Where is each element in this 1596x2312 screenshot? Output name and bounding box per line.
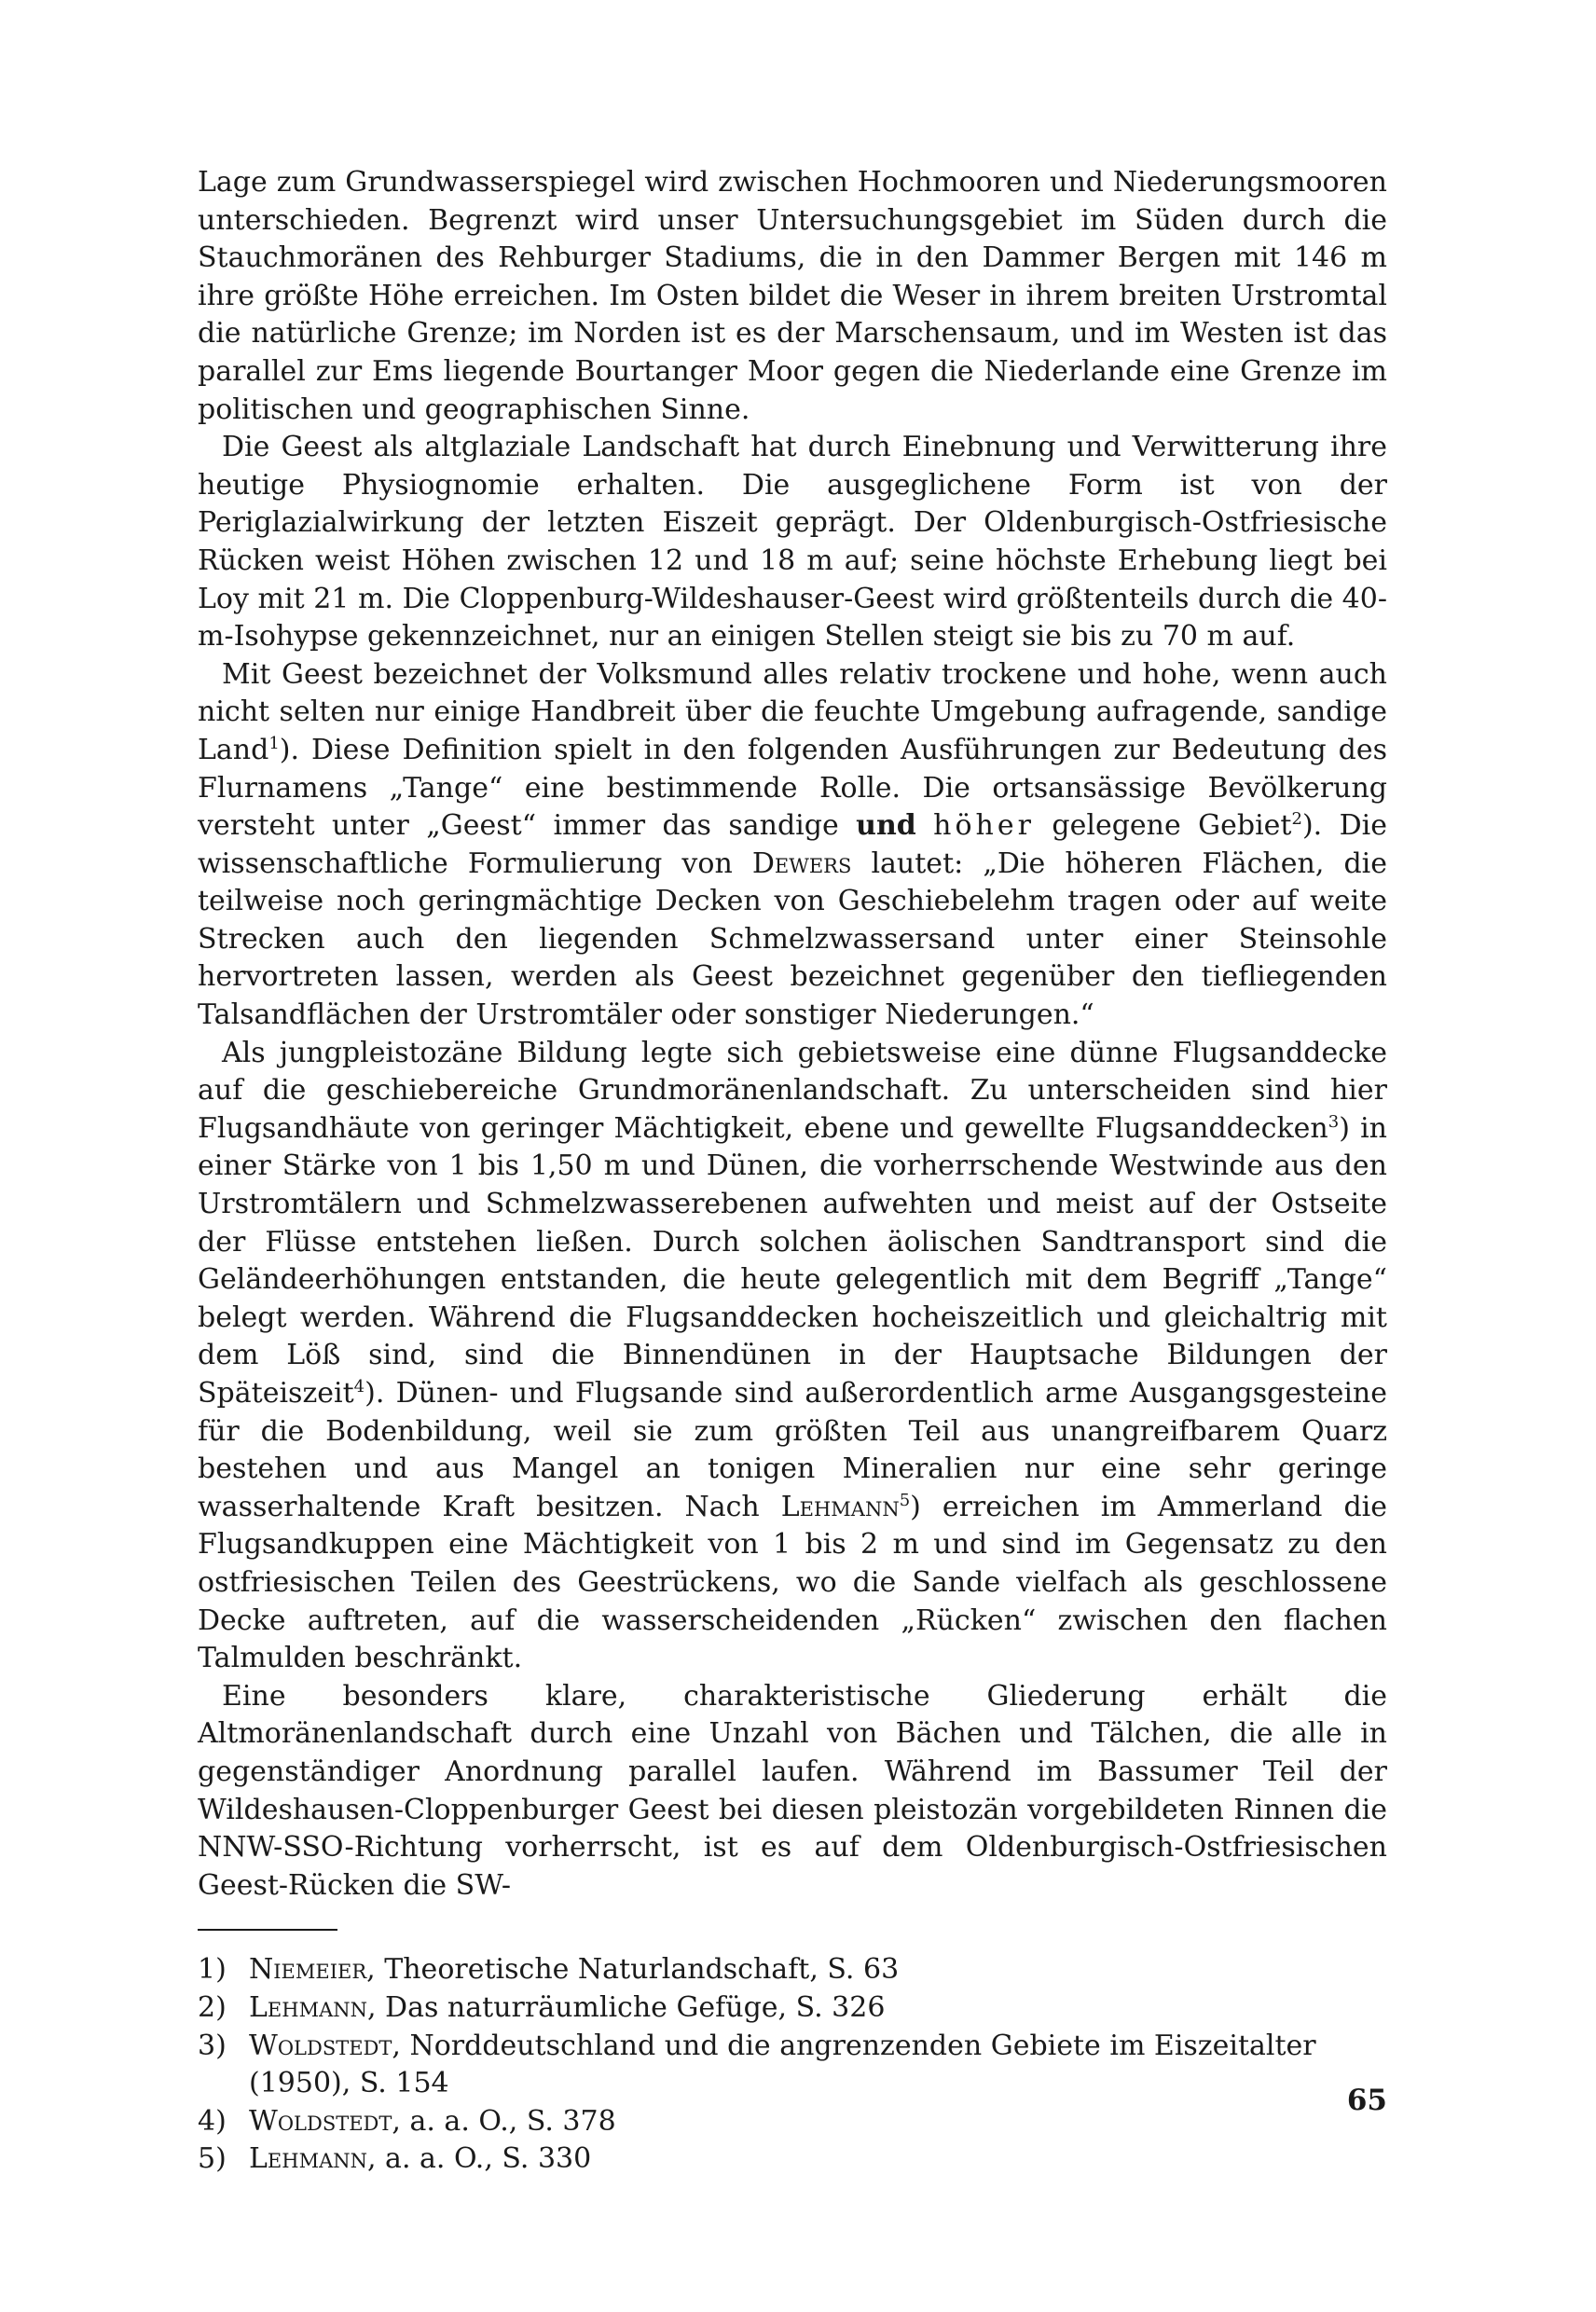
- footnote-4: [198, 2103, 1387, 2141]
- paragraph-4-text: Als jungpleistozäne Bildung legte sich gebietsweise eine dünne Flugsanddecke auf die geschiebereiche Grundmoränenlandschaft. Zu unterscheiden sind hier Flugsandhäute von geringer Mächtigkeit, ebene und gewellte Flugsanddecken: [198, 1036, 1387, 1145]
- paragraph-3-text: gelegene Gebiet: [1034, 809, 1292, 843]
- paragraph-4-text: ). Dünen- und Flugsande sind außerordentlich arme Ausgangsgesteine für die Bodenbildung, weil sie zum größten Teil aus unangreifbarem Quarz bestehen und aus Mangel an tonigen Mineralien nur eine sehr geringe wasserhaltende Kraft besitzen. Nach: [198, 1377, 1387, 1523]
- footnote-author: Woldstedt: [249, 2029, 392, 2062]
- paragraph-4: [198, 1035, 1387, 1678]
- footnote-ref-5[interactable]: 5: [899, 1490, 911, 1510]
- footnote-mark: 3): [198, 2029, 227, 2062]
- paragraph-3-text: ). Diese Definition spielt in den folgenden Ausführungen zur Bedeutung des Flurnamens „Tange“ eine bestimmende Rolle. Die ortsansässige Bevölkerung versteht unter „Geest“ immer das sandige: [198, 733, 1387, 843]
- footnote-mark: 5): [198, 2142, 227, 2176]
- footnote-text: , a. a. O., S. 378: [392, 2104, 616, 2138]
- paragraph-5: Eine besonders klare, charakteristische Gliederung erhält die Altmoränenlandschaft durch eine Unzahl von Bächen und Tälchen, die alle in gegenständiger Anordnung parallel laufen. Während im Bassumer Teil der Wildeshausen-Cloppenburger Geest bei diesen pleistozän vorgebildeten Rinnen die NNW-SSO-Richtung vorherrscht, ist es auf dem Oldenburgisch-Ostfriesischen Geest-Rücken die SW-: [198, 1679, 1387, 1902]
- page-body: [198, 164, 1387, 2179]
- footnote-text: , Theoretische Naturlandschaft, S. 63: [366, 1953, 900, 1987]
- footnote-5: [198, 2140, 1387, 2179]
- paragraph-3-text: lautet: „Die höheren Flächen, die teilweise noch geringmächtige Decken von Geschiebelehm tragen oder auf weite Strecken auch den liegenden Schmelzwassersand unter einer Steinsohle hervortreten lassen, werden als Geest bezeichnet gegenüber den tiefliegenden Talsandflächen der Urstromtäler oder sonstiger Niederungen.“: [198, 846, 1387, 1032]
- footnote-ref-4[interactable]: 4: [353, 1377, 365, 1397]
- author-name: Dewers: [751, 846, 852, 880]
- footnote-text: , a. a. O., S. 330: [366, 2142, 592, 2176]
- footnote-ref-3[interactable]: 3: [1328, 1111, 1340, 1132]
- paragraph-4-text: ) in einer Stärke von 1 bis 1,50 m und Dünen, die vorherrschende Westwinde aus den Urstromtälern und Schmelzwasserebenen aufwehten und meist auf der Ostseite der Flüsse entstehen ließen. Durch solchen äolischen Sandtransport sind die Geländeerhöhungen entstanden, die heute gelegentlich mit dem Begriff „Tange“ belegt werden. Während die Flugsanddecken hocheiszeitlich und gleichaltrig mit dem Löß sind, sind die Binnendünen in der Hauptsache Bildungen der Späteiszeit: [198, 1111, 1387, 1410]
- paragraph-2: Die Geest als altglaziale Landschaft hat durch Einebnung und Verwitterung ihre heutige Physiognomie erhalten. Die ausgeglichene Form ist von der Periglazialwirkung der letzten Eiszeit geprägt. Der Oldenburgisch-Ostfriesische Rücken weist Höhen zwischen 12 und 18 m auf; seine höchste Erhebung liegt bei Loy mit 21 m. Die Cloppenburg-Wildeshauser-Geest wird größtenteils durch die 40-m-Isohypse gekennzeichnet, nur an einigen Stellen steigt sie bis zu 70 m auf.: [198, 431, 1387, 654]
- footnote-author: Woldstedt: [249, 2104, 392, 2138]
- footnote-ref-2[interactable]: 2: [1291, 809, 1302, 830]
- footnote-text: , Norddeutschland und die angrenzenden Gebiete im Eiszeitalter (1950), S. 154: [249, 2029, 1316, 2100]
- emphasis-spaced: höher: [933, 809, 1035, 843]
- footnote-ref-1[interactable]: 1: [268, 733, 280, 753]
- author-name: Lehmann: [780, 1490, 900, 1523]
- footnote-1: [198, 1951, 1387, 1989]
- footnote-3: [198, 2028, 1387, 2103]
- paragraph-1: Lage zum Grundwasserspiegel wird zwischen Hochmooren und Niederungsmooren unterschieden. Begrenzt wird unser Untersuchungsgebiet im Süden durch die Stauchmoränen des Rehburger Stadiums, die in den Dammer Bergen mit 146 m ihre größte Höhe erreichen. Im Osten bildet die Weser in ihrem breiten Urstromtal die natürliche Grenze; im Norden ist es der Marschensaum, und im Westen ist das parallel zur Ems liegende Bourtanger Moor gegen die Niederlande eine Grenze im politischen und geographischen Sinne.: [198, 166, 1387, 426]
- footnote-2: [198, 1989, 1387, 2028]
- footnote-author: Lehmann: [249, 1990, 367, 2024]
- footnote-author: Lehmann: [249, 2142, 367, 2176]
- footnotes: [198, 1951, 1387, 2179]
- paragraph-4-text: ) erreichen im Ammerland die Flugsandkuppen eine Mächtigkeit von 1 bis 2 m und sind im Gegensatz zu den ostfriesischen Teilen des Geestrückens, wo die Sande vielfach als geschlossene Decke auftreten, auf die wasserscheidenden „Rücken“ zwischen den flachen Talmulden beschränkt.: [198, 1490, 1387, 1675]
- paragraph-3-text: Mit Geest bezeichnet der Volksmund alles relativ trockene und hohe, wenn auch nicht selten nur einige Handbreit über die feuchte Umgebung aufragende, sandige Land: [198, 657, 1387, 766]
- footnote-mark: 4): [198, 2104, 227, 2138]
- footnote-mark: 2): [198, 1990, 227, 2024]
- footnote-author: Niemeier: [249, 1953, 367, 1987]
- paragraph-3-text: ). Die wissenschaftliche Formulierung von: [198, 809, 1387, 880]
- page-number: 65: [1346, 2084, 1387, 2117]
- footnote-mark: 1): [198, 1953, 227, 1987]
- footnote-text: , Das naturräumliche Gefüge, S. 326: [366, 1990, 886, 2024]
- footnote-separator: [198, 1929, 337, 1931]
- paragraph-3-text: [916, 809, 933, 842]
- emphasis-bold: und: [856, 809, 916, 843]
- paragraph-3: [198, 656, 1387, 1035]
